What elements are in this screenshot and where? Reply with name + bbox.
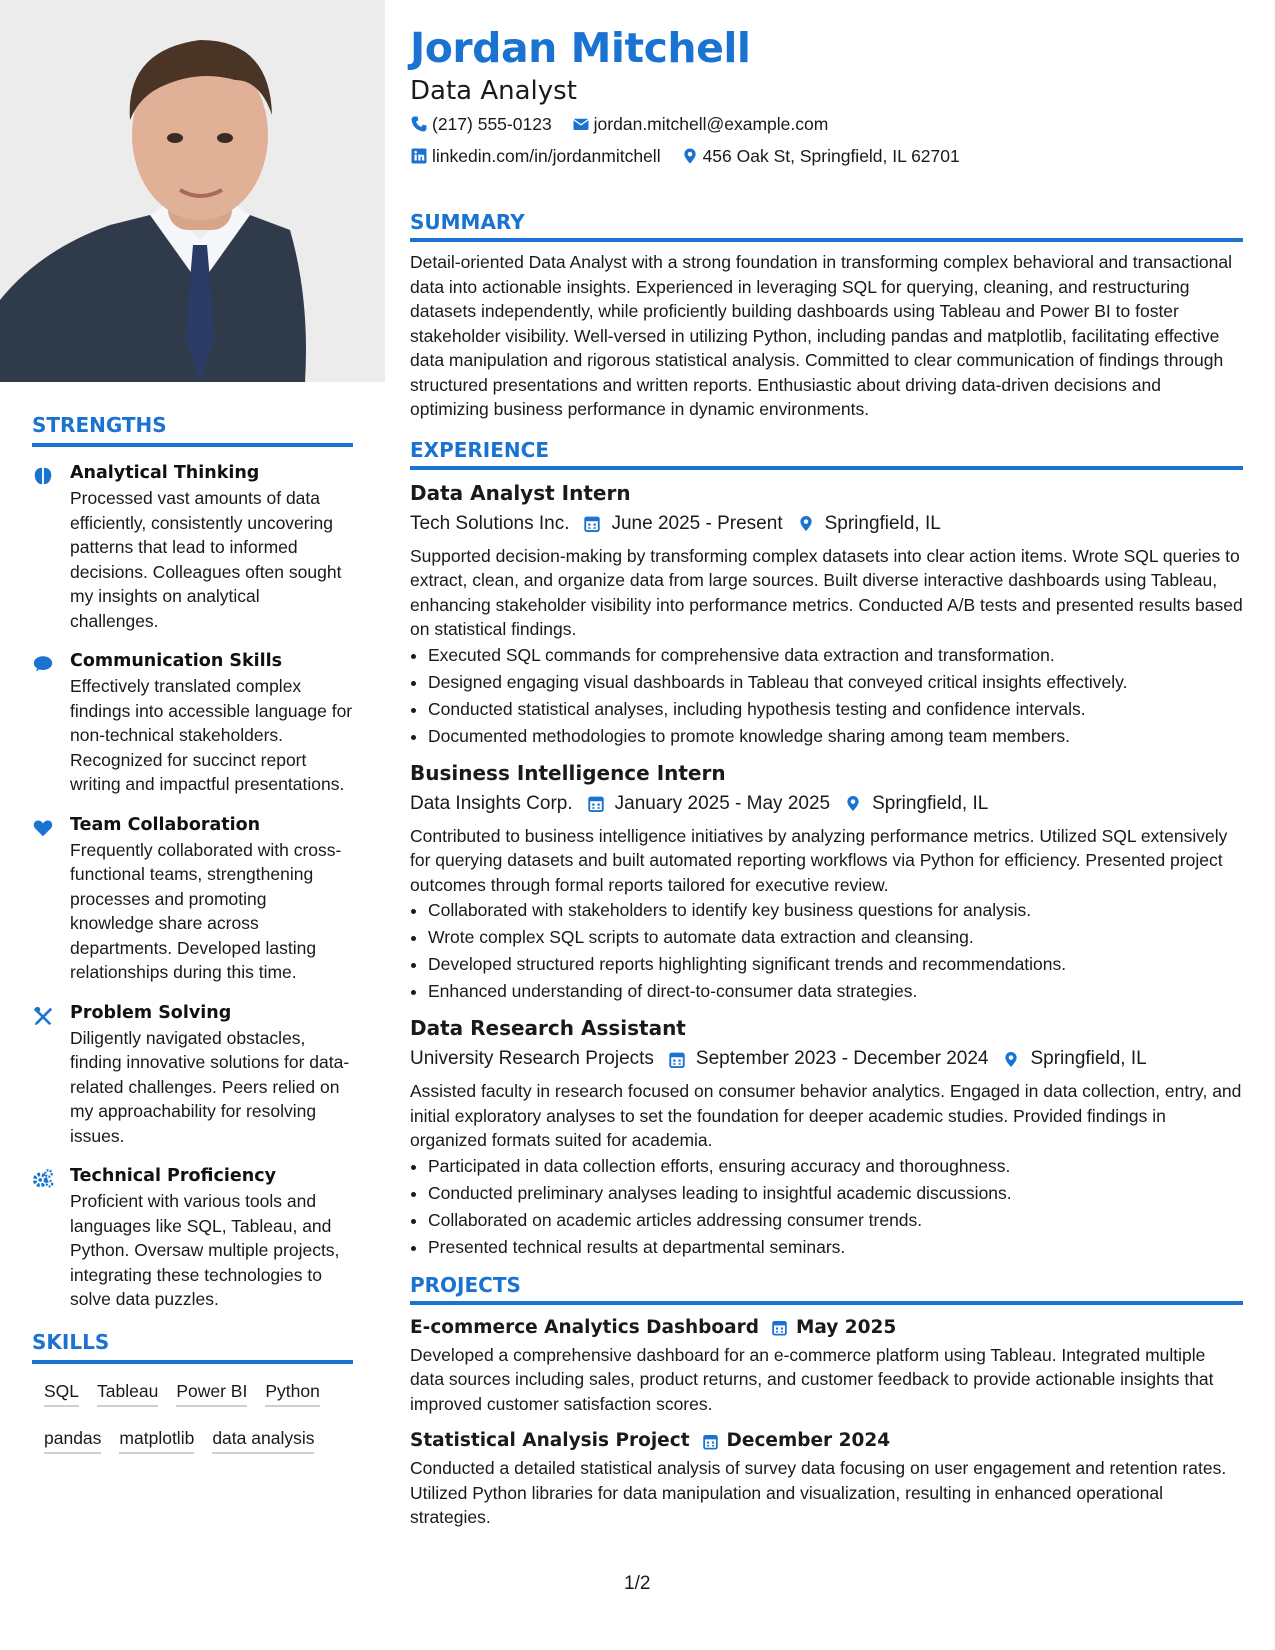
calendar-icon <box>668 1050 686 1069</box>
skills-heading: SKILLS <box>32 1330 353 1364</box>
job-bullets <box>410 1153 1243 1261</box>
skill-tag: pandas <box>44 1427 101 1454</box>
job-bullet: • Participated in data collection efforts, ensuring accuracy and thoroughness. <box>428 1153 1243 1180</box>
candidate-name: Jordan Mitchell <box>410 24 751 72</box>
sidebar-content <box>32 413 353 1474</box>
strength-desc: Frequently collaborated with cross-functional teams, strengthening processes and promoting knowledge share across departments. Developed lasting relationships during this time. <box>70 839 342 982</box>
sidebar <box>0 0 385 1650</box>
job-bullet: • Conducted statistical analyses, including hypothesis testing and confidence intervals. <box>428 696 1243 723</box>
project-title: Statistical Analysis Project <box>410 1430 690 1451</box>
strength-title: Technical Proficiency <box>70 1166 276 1186</box>
skill-tag: matplotlib <box>119 1427 194 1454</box>
job-bullet: • Presented technical results at departmental seminars. <box>428 1234 1243 1261</box>
strength-item <box>32 815 353 985</box>
gears-icon <box>32 1166 70 1312</box>
job-description: Assisted faculty in research focused on consumer behavior analytics. Engaged in data collection, entry, and initial exploratory analyses to set the foundation for deeper academic studies. Provided findings in organized formats suited for academia. <box>410 1081 1242 1150</box>
project-entry <box>410 1313 1243 1417</box>
job-bullets <box>410 642 1243 750</box>
skill-tag: data analysis <box>212 1427 314 1454</box>
job-bullets <box>410 897 1243 1005</box>
job-bullet: • Executed SQL commands for comprehensive data extraction and transformation. <box>428 642 1243 669</box>
job-location-wrap <box>1002 1043 1146 1075</box>
job-meta <box>410 788 1243 820</box>
project-title-row <box>410 1426 1243 1456</box>
email-text: jordan.mitchell@example.com <box>593 114 829 134</box>
job-dates-wrap <box>587 788 830 820</box>
job-dates-wrap <box>583 508 782 540</box>
strengths-heading: STRENGTHS <box>32 413 353 447</box>
heart-icon <box>32 815 70 985</box>
calendar-icon <box>771 1318 788 1337</box>
strength-title: Analytical Thinking <box>70 463 260 483</box>
job-company: University Research Projects <box>410 1048 654 1069</box>
strength-item <box>32 651 353 797</box>
job-bullet: • Developed structured reports highlighting significant trends and recommendations. <box>428 951 1243 978</box>
contact-row <box>410 108 1243 140</box>
strength-item <box>32 1166 353 1312</box>
profile-photo <box>0 0 385 382</box>
email-contact[interactable] <box>572 108 829 140</box>
experience-heading: EXPERIENCE <box>410 438 1243 470</box>
phone-text: (217) 555-0123 <box>432 114 552 134</box>
job-dates: September 2023 - December 2024 <box>695 1048 989 1069</box>
main-content <box>410 22 1243 1530</box>
strength-title: Communication Skills <box>70 651 283 671</box>
project-date: December 2024 <box>726 1430 891 1451</box>
skill-tag: Power BI <box>176 1380 247 1407</box>
job-location-wrap <box>844 788 988 820</box>
job-bullet: • Collaborated on academic articles addressing consumer trends. <box>428 1207 1243 1234</box>
skills-section <box>32 1330 353 1474</box>
address-contact <box>681 140 960 172</box>
job-bullet: • Collaborated with stakeholders to identify key business questions for analysis. <box>428 897 1243 924</box>
job-bullet: • Enhanced understanding of direct-to-consumer data strategies. <box>428 978 1243 1005</box>
skill-tag: SQL <box>44 1380 79 1407</box>
job-bullet: • Wrote complex SQL scripts to automate data extraction and cleansing. <box>428 924 1243 951</box>
linkedin-contact[interactable] <box>410 140 661 172</box>
strength-title: Problem Solving <box>70 1002 232 1023</box>
job-entry <box>410 1013 1243 1261</box>
linkedin-icon <box>410 147 428 165</box>
job-company: Tech Solutions Inc. <box>410 512 570 534</box>
strength-desc: Effectively translated complex findings into accessible language for non-technical stakeholders. Recognized for succinct report writing and impactful presentations. <box>70 676 353 794</box>
job-dates: June 2025 - Present <box>611 512 783 534</box>
page-number: 1/2 <box>624 1573 651 1594</box>
job-title: Data Research Assistant <box>410 1016 686 1040</box>
project-date: May 2025 <box>795 1316 897 1338</box>
project-title-row <box>410 1313 1243 1343</box>
strength-item <box>32 463 353 633</box>
tools-icon <box>32 1003 70 1149</box>
skills-list <box>32 1380 353 1474</box>
candidate-role: Data Analyst <box>410 76 577 106</box>
job-bullet: • Conducted preliminary analyses leading to insightful academic discussions. <box>428 1180 1243 1207</box>
job-title: Data Analyst Intern <box>410 480 631 505</box>
job-meta <box>410 1043 1243 1075</box>
location-pin-icon <box>844 794 862 813</box>
job-location-wrap <box>797 508 941 540</box>
job-company: Data Insights Corp. <box>410 792 573 814</box>
linkedin-text: linkedin.com/in/jordanmitchell <box>432 146 661 166</box>
portrait-image <box>0 0 385 382</box>
location-pin-icon <box>681 147 699 165</box>
job-description: Contributed to business intelligence initiatives by analyzing performance metrics. Utilized SQL extensively for querying datasets and built automated reporting workflows via Python for efficiency. Presented project outcomes through formal reports tailored for executive review. <box>410 825 1228 895</box>
strength-desc: Processed vast amounts of data efficiently, consistently uncovering patterns that lead to informed decisions. Colleagues often sought my insights on analytical challenges. <box>70 488 342 631</box>
speech-bubble-icon <box>32 651 70 797</box>
project-entry <box>410 1426 1243 1530</box>
job-title: Business Intelligence Intern <box>410 760 726 785</box>
project-title: E-commerce Analytics Dashboard <box>410 1316 759 1338</box>
projects-heading: PROJECTS <box>410 1273 1243 1305</box>
phone-icon <box>410 115 428 133</box>
envelope-icon <box>572 115 590 133</box>
job-location: Springfield, IL <box>824 512 941 534</box>
location-pin-icon <box>1002 1050 1020 1069</box>
phone-contact[interactable] <box>410 108 552 140</box>
job-dates: January 2025 - May 2025 <box>614 792 831 814</box>
job-entry <box>410 478 1243 750</box>
skill-tag: Python <box>265 1380 319 1407</box>
job-bullet: • Documented methodologies to promote knowledge sharing among team members. <box>428 723 1243 750</box>
strength-desc: Proficient with various tools and languages like SQL, Tableau, and Python. Oversaw multiple projects, integrating these technologies to solve data puzzles. <box>70 1191 340 1309</box>
calendar-icon <box>702 1432 719 1451</box>
job-location: Springfield, IL <box>872 792 989 814</box>
job-description: Supported decision-making by transforming complex datasets into clear action items. Wrote SQL queries to extract, clean, and organize data from large sources. Built diverse interactive dashboards using Tableau, enhancing stakeholder visibility into performance metrics. Conducted A/B tests and presented results based on statistical findings. <box>410 545 1243 639</box>
job-meta <box>410 508 1243 540</box>
job-dates-wrap <box>668 1043 989 1075</box>
job-entry <box>410 758 1243 1006</box>
strength-title: Team Collaboration <box>70 814 261 835</box>
brain-icon <box>32 463 70 633</box>
summary-heading: SUMMARY <box>410 210 1243 242</box>
strength-desc: Diligently navigated obstacles, finding innovative solutions for data-related challenges. Peers relied on my approachability for resolving issues. <box>70 1027 350 1146</box>
summary-text: Detail-oriented Data Analyst with a strong foundation in transforming complex behavioral and transactional data into actionable insights. Experienced in leveraging SQL for querying, cleaning, and restructuring datasets independently, while proficiently building dashboards using Tableau and Power BI to foster stakeholder visibility. Well-versed in utilizing Python, including pandas and matplotlib, facilitating effective data manipulation and rigorous statistical analysis. Committed to clear communication of findings through structured presentations and written reports. Enthusiastic about driving data-driven decisions and optimizing business performance in dynamic environments. <box>410 252 1232 419</box>
job-bullet: • Designed engaging visual dashboards in Tableau that conveyed critical insights effectively. <box>428 669 1243 696</box>
calendar-icon <box>587 794 605 813</box>
contact-row <box>410 140 1243 172</box>
calendar-icon <box>583 514 601 533</box>
project-description: Conducted a detailed statistical analysis of survey data focusing on user engagement and retention rates. Utilized Python libraries for data manipulation and visualization, resulting in enhanced operational strategies. <box>410 1458 1227 1527</box>
project-description: Developed a comprehensive dashboard for an e-commerce platform using Tableau. Integrated multiple data sources including sales, product returns, and customer feedback to provide actionable insights that improved customer satisfaction scores. <box>410 1344 1214 1414</box>
job-location: Springfield, IL <box>1030 1048 1147 1069</box>
location-pin-icon <box>797 514 815 533</box>
skill-tag: Tableau <box>97 1380 158 1407</box>
address-text: 456 Oak St, Springfield, IL 62701 <box>702 146 960 166</box>
strength-item <box>32 1003 353 1149</box>
